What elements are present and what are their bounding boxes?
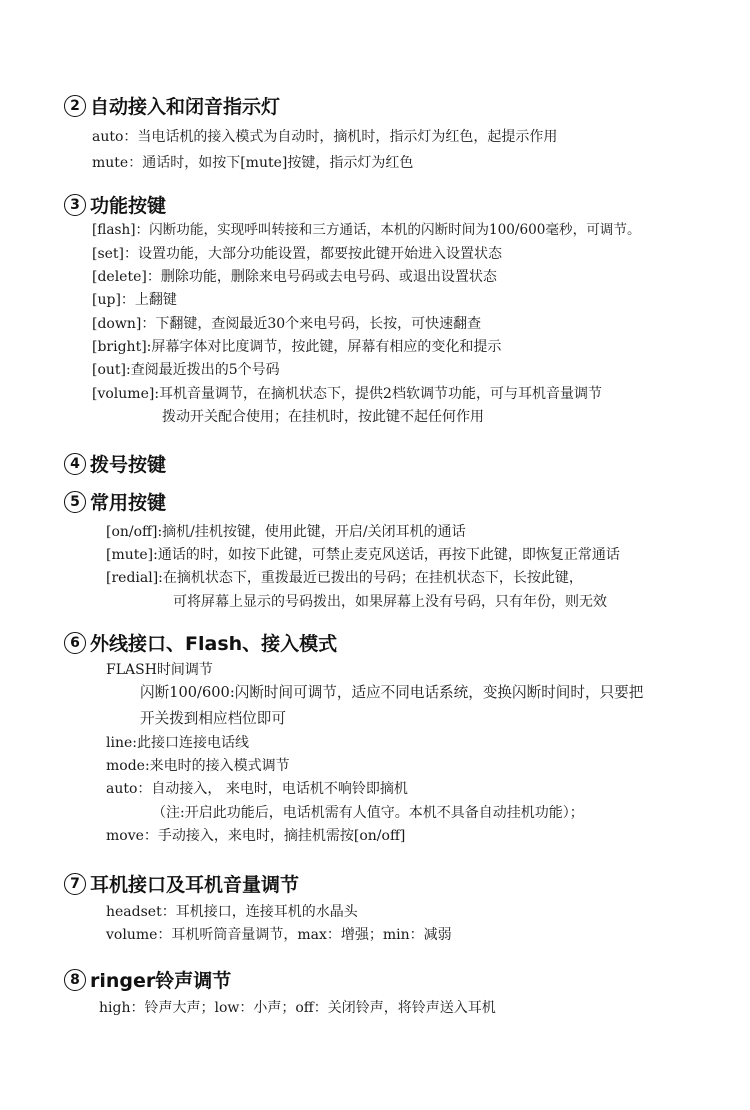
section-title: 耳机接口及耳机音量调节 [90, 874, 300, 896]
section-6-line-1: FLASH时间调节 [106, 662, 213, 678]
section-6-line-8: move：手动接入，来电时，摘挂机需按[on/off] [106, 828, 406, 844]
section-title: 拨号按键 [90, 454, 167, 476]
section-3-line-6: [bright]:屏幕字体对比度调节，按此键，屏幕有相应的变化和提示 [92, 339, 502, 355]
section-6-line-7: （注:开启此功能后，电话机需有人值守。本机不具备自动挂机功能）； [152, 805, 584, 821]
section-5-line-1: [on/off]:摘机/挂机按键，使用此键，开启/关闭耳机的通话 [106, 524, 466, 540]
section-6-line-5: mode:来电时的接入模式调节 [106, 758, 290, 774]
section-title: ringer铃声调节 [90, 970, 232, 992]
section-title: 外线接口、Flash、接入模式 [90, 633, 338, 655]
section-8-line-1: high：铃声大声；low：小声；off：关闭铃声，将铃声送入耳机 [99, 1000, 496, 1016]
section-3-line-9: 拨动开关配合使用；在挂机时，按此键不起任何作用 [162, 409, 484, 425]
section-3-line-1: [flash]：闪断功能，实现呼叫转接和三方通话，本机的闪断时间为100/600毫秒，可调节。 [92, 222, 641, 238]
section-3-heading [64, 191, 166, 218]
section-7-line-2: volume：耳机听筒音量调节，max：增强；min：减弱 [106, 927, 452, 943]
section-6-line-2: 闪断100/600:闪断时间可调节，适应不同电话系统，变换闪断时间时，只要把 [140, 684, 644, 701]
section-3-line-3: [delete]：删除功能，删除来电号码或去电号码、或退出设置状态 [92, 269, 497, 285]
section-8-heading [64, 966, 231, 993]
section-3-line-2: [set]：设置功能，大部分功能设置，都要按此键开始进入设置状态 [92, 246, 503, 262]
section-5-line-2: [mute]:通话的时，如按下此键，可禁止麦克风送话，再按下此键，即恢复正常通话 [106, 547, 620, 563]
section-number-badge: 7 [64, 873, 86, 895]
section-5-line-4: 可将屏幕上显示的号码拨出，如果屏幕上没有号码，只有年份，则无效 [173, 594, 607, 610]
section-6-line-6: auto：自动接入， 来电时，电话机不响铃即摘机 [106, 781, 408, 797]
section-title: 常用按键 [90, 492, 167, 514]
section-number-badge: 4 [64, 453, 86, 475]
section-number-badge: 6 [64, 632, 86, 654]
section-3-line-4: [up]：上翻键 [92, 292, 177, 308]
section-7-heading [64, 870, 299, 897]
section-5-line-3: [redial]:在摘机状态下，重拨最近已拨出的号码；在挂机状态下，长按此键， [106, 570, 583, 586]
section-title: 自动接入和闭音指示灯 [90, 96, 281, 118]
section-7-line-1: headset：耳机接口，连接耳机的水晶头 [106, 904, 358, 920]
section-3-line-8: [volume]:耳机音量调节，在摘机状态下，提供2档软调节功能，可与耳机音量调节 [92, 386, 602, 402]
section-3-line-7: [out]:查阅最近拨出的5个号码 [92, 362, 280, 378]
section-4-heading [64, 450, 166, 477]
section-number-badge: 5 [64, 491, 86, 513]
section-6-line-3: 开关拨到相应档位即可 [140, 710, 286, 727]
section-title: 功能按键 [90, 195, 167, 217]
section-5-heading [64, 488, 166, 515]
section-2-line-2: mute：通话时，如按下[mute]按键，指示灯为红色 [92, 155, 414, 171]
section-number-badge: 2 [64, 95, 86, 117]
section-number-badge: 8 [64, 969, 86, 991]
section-2-heading [64, 92, 280, 119]
section-2-line-1: auto：当电话机的接入模式为自动时，摘机时，指示灯为红色，起提示作用 [92, 129, 558, 145]
section-6-line-4: line:此接口连接电话线 [106, 735, 249, 751]
section-number-badge: 3 [64, 194, 86, 216]
section-3-line-5: [down]：下翻键，查阅最近30个来电号码，长按，可快速翻查 [92, 316, 482, 332]
section-6-heading [64, 629, 337, 656]
